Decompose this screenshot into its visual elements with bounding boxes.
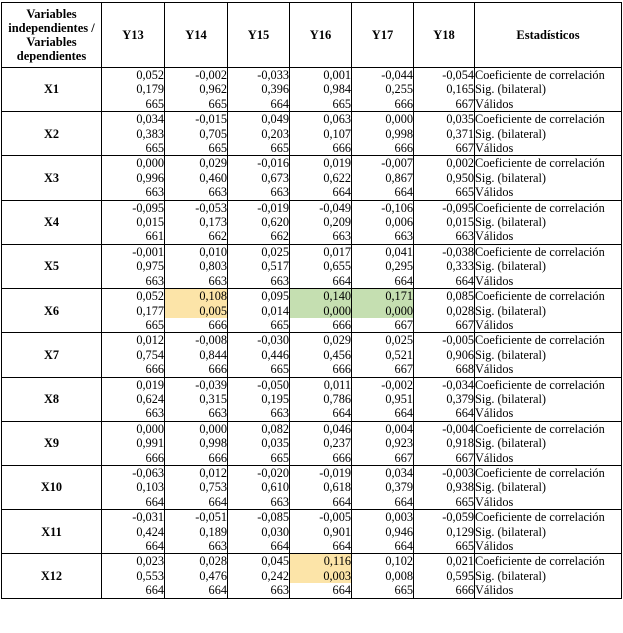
table-cell: -0,019 — [290, 465, 352, 480]
table-cell: 665 — [414, 539, 475, 554]
row-variable-label: X2 — [2, 112, 102, 156]
table-cell: 663 — [165, 185, 228, 200]
table-cell: 663 — [228, 185, 290, 200]
statistic-label: Válidos — [475, 583, 622, 598]
statistic-label: Sig. (bilateral) — [475, 171, 622, 185]
table-cell: 0,753 — [165, 480, 228, 494]
table-row — [2, 244, 622, 259]
table-cell: -0,008 — [165, 333, 228, 348]
table-cell: 663 — [165, 539, 228, 554]
table-cell: 0,553 — [102, 569, 165, 583]
row-variable-label: X8 — [2, 377, 102, 421]
table-cell: 667 — [352, 318, 414, 333]
table-cell: 0,521 — [352, 348, 414, 362]
table-cell: 0,017 — [290, 244, 352, 259]
table-cell: 666 — [165, 318, 228, 333]
table-cell: -0,019 — [228, 200, 290, 215]
table-cell: 0,754 — [102, 348, 165, 362]
table-cell: 0,015 — [414, 215, 475, 229]
table-cell: 0,295 — [352, 259, 414, 273]
table-cell: 0,173 — [165, 215, 228, 229]
table-cell: 666 — [165, 451, 228, 466]
statistic-label: Sig. (bilateral) — [475, 392, 622, 406]
table-cell: 663 — [102, 406, 165, 421]
table-cell: 0,171 — [352, 289, 414, 304]
table-cell: -0,039 — [165, 377, 228, 392]
table-cell: -0,034 — [414, 377, 475, 392]
variables-header: Variables independientes / Variables dependientes — [2, 3, 102, 68]
table-cell: 665 — [165, 97, 228, 112]
statistic-label: Sig. (bilateral) — [475, 215, 622, 229]
statistic-label: Sig. (bilateral) — [475, 304, 622, 318]
table-cell: 662 — [228, 229, 290, 244]
statistic-label: Sig. (bilateral) — [475, 480, 622, 494]
statistic-label: Coeficiente de correlación — [475, 156, 622, 171]
table-cell: 0,011 — [290, 377, 352, 392]
row-variable-label: X5 — [2, 244, 102, 288]
table-cell: 668 — [414, 362, 475, 377]
row-variable-label: X3 — [2, 156, 102, 200]
table-cell: 664 — [165, 495, 228, 510]
table-cell: 0,010 — [165, 244, 228, 259]
column-header-y17: Y17 — [352, 3, 414, 68]
table-cell: 665 — [228, 141, 290, 156]
table-cell: 0,923 — [352, 436, 414, 450]
row-variable-label: X11 — [2, 510, 102, 554]
table-cell: 0,102 — [352, 554, 414, 569]
table-cell: -0,095 — [102, 200, 165, 215]
table-cell: 0,108 — [165, 289, 228, 304]
table-cell: 0,844 — [165, 348, 228, 362]
table-cell: 667 — [352, 362, 414, 377]
table-cell: 665 — [414, 495, 475, 510]
table-cell: 664 — [165, 583, 228, 598]
table-cell: 0,103 — [102, 480, 165, 494]
table-cell: -0,059 — [414, 510, 475, 525]
table-cell: 0,014 — [228, 304, 290, 318]
table-cell: 0,950 — [414, 171, 475, 185]
statistic-label: Coeficiente de correlación — [475, 333, 622, 348]
table-cell: 0,618 — [290, 480, 352, 494]
table-cell: 0,595 — [414, 569, 475, 583]
table-cell: -0,002 — [165, 68, 228, 83]
statistic-label: Sig. (bilateral) — [475, 127, 622, 141]
table-cell: 0,456 — [290, 348, 352, 362]
table-cell: 667 — [414, 451, 475, 466]
table-cell: 0,951 — [352, 392, 414, 406]
table-cell: 664 — [414, 406, 475, 421]
table-cell: -0,002 — [352, 377, 414, 392]
table-cell: 665 — [102, 97, 165, 112]
table-cell: 664 — [352, 185, 414, 200]
table-cell: 0,705 — [165, 127, 228, 141]
table-cell: 0,195 — [228, 392, 290, 406]
table-cell: 667 — [414, 97, 475, 112]
table-cell: 667 — [414, 141, 475, 156]
column-header-y13: Y13 — [102, 3, 165, 68]
table-cell: 0,209 — [290, 215, 352, 229]
table-cell: 0,938 — [414, 480, 475, 494]
table-cell: 663 — [165, 274, 228, 289]
statistic-label: Coeficiente de correlación — [475, 200, 622, 215]
table-row — [2, 377, 622, 392]
table-cell: 0,242 — [228, 569, 290, 583]
table-cell: 0,029 — [165, 156, 228, 171]
table-cell: 664 — [290, 406, 352, 421]
table-cell: 0,517 — [228, 259, 290, 273]
table-cell: 0,998 — [165, 436, 228, 450]
table-cell: 665 — [290, 97, 352, 112]
table-cell: 0,446 — [228, 348, 290, 362]
table-cell: 0,333 — [414, 259, 475, 273]
table-cell: 665 — [165, 141, 228, 156]
statistic-label: Coeficiente de correlación — [475, 465, 622, 480]
table-cell: 666 — [290, 318, 352, 333]
table-cell: -0,053 — [165, 200, 228, 215]
table-cell: 0,000 — [352, 304, 414, 318]
table-cell: 0,962 — [165, 82, 228, 96]
table-cell: 665 — [414, 185, 475, 200]
table-cell: 0,063 — [290, 112, 352, 127]
table-cell: -0,033 — [228, 68, 290, 83]
table-cell: 664 — [102, 583, 165, 598]
table-cell: 0,001 — [290, 68, 352, 83]
statistic-label: Válidos — [475, 97, 622, 112]
table-cell: 0,045 — [228, 554, 290, 569]
table-cell: 667 — [352, 451, 414, 466]
table-cell: -0,095 — [414, 200, 475, 215]
statistic-label: Sig. (bilateral) — [475, 569, 622, 583]
table-cell: 664 — [102, 495, 165, 510]
table-cell: -0,001 — [102, 244, 165, 259]
table-row — [2, 510, 622, 525]
table-cell: 0,177 — [102, 304, 165, 318]
table-cell: 663 — [352, 229, 414, 244]
table-cell: 663 — [290, 229, 352, 244]
table-cell: 0,025 — [228, 244, 290, 259]
table-cell: 0,624 — [102, 392, 165, 406]
statistic-label: Válidos — [475, 185, 622, 200]
table-cell: 667 — [414, 318, 475, 333]
statistic-label: Coeficiente de correlación — [475, 510, 622, 525]
table-cell: 663 — [228, 583, 290, 598]
table-cell: 0,085 — [414, 289, 475, 304]
table-cell: 664 — [352, 495, 414, 510]
table-cell: 666 — [165, 362, 228, 377]
table-cell: -0,044 — [352, 68, 414, 83]
table-cell: 0,021 — [414, 554, 475, 569]
row-variable-label: X6 — [2, 289, 102, 333]
table-cell: 0,460 — [165, 171, 228, 185]
row-variable-label: X1 — [2, 68, 102, 112]
table-cell: -0,031 — [102, 510, 165, 525]
column-header-y18: Y18 — [414, 3, 475, 68]
table-cell: 664 — [290, 185, 352, 200]
row-variable-label: X12 — [2, 554, 102, 598]
table-cell: 0,035 — [414, 112, 475, 127]
table-cell: -0,054 — [414, 68, 475, 83]
table-cell: 0,000 — [102, 156, 165, 171]
table-cell: 0,046 — [290, 421, 352, 436]
table-cell: 0,610 — [228, 480, 290, 494]
table-cell: 0,379 — [414, 392, 475, 406]
header-row — [2, 3, 622, 68]
table-cell: 665 — [102, 318, 165, 333]
statistic-label: Coeficiente de correlación — [475, 68, 622, 83]
table-cell: 0,140 — [290, 289, 352, 304]
table-cell: -0,106 — [352, 200, 414, 215]
table-cell: 0,867 — [352, 171, 414, 185]
table-cell: 0,012 — [102, 333, 165, 348]
table-cell: -0,003 — [414, 465, 475, 480]
table-cell: 664 — [414, 274, 475, 289]
statistic-label: Coeficiente de correlación — [475, 112, 622, 127]
table-row — [2, 465, 622, 480]
table-cell: 0,095 — [228, 289, 290, 304]
statistic-label: Coeficiente de correlación — [475, 244, 622, 259]
statistic-label: Válidos — [475, 229, 622, 244]
table-cell: 663 — [165, 406, 228, 421]
table-cell: 0,476 — [165, 569, 228, 583]
table-cell: 0,005 — [165, 304, 228, 318]
table-cell: 0,129 — [414, 525, 475, 539]
table-cell: 0,946 — [352, 525, 414, 539]
table-cell: 0,025 — [352, 333, 414, 348]
table-cell: 664 — [290, 539, 352, 554]
table-cell: 665 — [102, 141, 165, 156]
table-cell: 0,975 — [102, 259, 165, 273]
table-cell: 0,028 — [414, 304, 475, 318]
table-cell: -0,050 — [228, 377, 290, 392]
statistic-label: Coeficiente de correlación — [475, 289, 622, 304]
table-cell: 0,255 — [352, 82, 414, 96]
table-cell: 0,203 — [228, 127, 290, 141]
table-cell: 0,041 — [352, 244, 414, 259]
statistic-label: Sig. (bilateral) — [475, 259, 622, 273]
table-cell: -0,020 — [228, 465, 290, 480]
table-cell: 666 — [414, 583, 475, 598]
statistic-label: Sig. (bilateral) — [475, 436, 622, 450]
table-cell: 0,023 — [102, 554, 165, 569]
column-header-y14: Y14 — [165, 3, 228, 68]
table-row — [2, 289, 622, 304]
table-cell: 666 — [290, 141, 352, 156]
table-cell: 664 — [290, 583, 352, 598]
table-cell: 666 — [352, 97, 414, 112]
correlation-table — [1, 2, 622, 599]
table-cell: 0,379 — [352, 480, 414, 494]
table-cell: 664 — [290, 274, 352, 289]
table-cell: 0,622 — [290, 171, 352, 185]
table-cell: 666 — [352, 141, 414, 156]
table-cell: 666 — [290, 451, 352, 466]
table-cell: -0,030 — [228, 333, 290, 348]
table-cell: 0,998 — [352, 127, 414, 141]
table-cell: 0,030 — [228, 525, 290, 539]
table-cell: 0,996 — [102, 171, 165, 185]
table-cell: -0,004 — [414, 421, 475, 436]
table-cell: 0,000 — [352, 112, 414, 127]
statistic-label: Sig. (bilateral) — [475, 525, 622, 539]
table-cell: 663 — [228, 274, 290, 289]
column-header-y15: Y15 — [228, 3, 290, 68]
table-cell: 0,034 — [102, 112, 165, 127]
statistic-label: Sig. (bilateral) — [475, 82, 622, 96]
table-cell: 664 — [228, 539, 290, 554]
row-variable-label: X10 — [2, 465, 102, 509]
table-cell: 0,019 — [102, 377, 165, 392]
table-cell: 663 — [102, 274, 165, 289]
table-cell: 0,116 — [290, 554, 352, 569]
table-cell: 0,015 — [102, 215, 165, 229]
table-cell: -0,038 — [414, 244, 475, 259]
table-row — [2, 554, 622, 569]
table-cell: 664 — [228, 97, 290, 112]
table-cell: 664 — [290, 495, 352, 510]
table-cell: 0,000 — [290, 304, 352, 318]
table-cell: -0,015 — [165, 112, 228, 127]
table-cell: 0,991 — [102, 436, 165, 450]
table-cell: 0,049 — [228, 112, 290, 127]
table-cell: 0,082 — [228, 421, 290, 436]
statistic-label: Válidos — [475, 318, 622, 333]
row-variable-label: X7 — [2, 333, 102, 377]
table-cell: 0,906 — [414, 348, 475, 362]
table-cell: -0,049 — [290, 200, 352, 215]
statistic-label: Válidos — [475, 451, 622, 466]
table-cell: 0,028 — [165, 554, 228, 569]
table-row — [2, 156, 622, 171]
table-cell: -0,063 — [102, 465, 165, 480]
table-cell: 661 — [102, 229, 165, 244]
table-cell: 663 — [228, 495, 290, 510]
statistic-label: Válidos — [475, 362, 622, 377]
statistics-header: Estadísticos — [475, 3, 622, 68]
table-cell: 0,003 — [352, 510, 414, 525]
statistic-label: Válidos — [475, 406, 622, 421]
table-cell: -0,005 — [290, 510, 352, 525]
table-cell: 0,012 — [165, 465, 228, 480]
table-cell: 664 — [102, 539, 165, 554]
table-row — [2, 112, 622, 127]
row-variable-label: X4 — [2, 200, 102, 244]
table-cell: 663 — [102, 185, 165, 200]
table-cell: -0,005 — [414, 333, 475, 348]
table-cell: 663 — [414, 229, 475, 244]
table-cell: 0,371 — [414, 127, 475, 141]
table-cell: 0,006 — [352, 215, 414, 229]
table-cell: 0,107 — [290, 127, 352, 141]
table-cell: 0,008 — [352, 569, 414, 583]
table-cell: 0,396 — [228, 82, 290, 96]
table-cell: 664 — [352, 539, 414, 554]
table-cell: 666 — [102, 451, 165, 466]
table-cell: 663 — [228, 406, 290, 421]
table-cell: 0,004 — [352, 421, 414, 436]
table-cell: 662 — [165, 229, 228, 244]
table-cell: 665 — [228, 362, 290, 377]
table-cell: 0,179 — [102, 82, 165, 96]
statistic-label: Coeficiente de correlación — [475, 554, 622, 569]
table-cell: 0,029 — [290, 333, 352, 348]
table-cell: 0,035 — [228, 436, 290, 450]
table-cell: -0,007 — [352, 156, 414, 171]
statistic-label: Coeficiente de correlación — [475, 377, 622, 392]
table-cell: 0,673 — [228, 171, 290, 185]
table-cell: 0,901 — [290, 525, 352, 539]
table-cell: 0,424 — [102, 525, 165, 539]
table-cell: 666 — [290, 362, 352, 377]
table-cell: 0,918 — [414, 436, 475, 450]
table-cell: 0,620 — [228, 215, 290, 229]
table-cell: 0,019 — [290, 156, 352, 171]
table-cell: -0,051 — [165, 510, 228, 525]
table-cell: 0,000 — [165, 421, 228, 436]
statistic-label: Válidos — [475, 141, 622, 156]
row-variable-label: X9 — [2, 421, 102, 465]
table-cell: 0,315 — [165, 392, 228, 406]
statistic-label: Válidos — [475, 274, 622, 289]
table-cell: 0,786 — [290, 392, 352, 406]
table-cell: 664 — [352, 274, 414, 289]
table-cell: 665 — [352, 583, 414, 598]
table-cell: 664 — [352, 406, 414, 421]
table-row — [2, 200, 622, 215]
table-cell: -0,085 — [228, 510, 290, 525]
table-cell: 0,237 — [290, 436, 352, 450]
table-cell: 0,000 — [102, 421, 165, 436]
statistic-label: Coeficiente de correlación — [475, 421, 622, 436]
table-cell: 665 — [228, 318, 290, 333]
statistic-label: Válidos — [475, 495, 622, 510]
column-header-y16: Y16 — [290, 3, 352, 68]
table-cell: 0,002 — [414, 156, 475, 171]
table-cell: -0,016 — [228, 156, 290, 171]
statistic-label: Válidos — [475, 539, 622, 554]
table-cell: 0,003 — [290, 569, 352, 583]
table-cell: 666 — [102, 362, 165, 377]
table-cell: 0,655 — [290, 259, 352, 273]
table-cell: 0,165 — [414, 82, 475, 96]
table-cell: 0,052 — [102, 289, 165, 304]
table-row — [2, 421, 622, 436]
table-cell: 0,189 — [165, 525, 228, 539]
table-cell: 0,984 — [290, 82, 352, 96]
table-cell: 0,034 — [352, 465, 414, 480]
table-cell: 0,052 — [102, 68, 165, 83]
table-cell: 0,803 — [165, 259, 228, 273]
statistic-label: Sig. (bilateral) — [475, 348, 622, 362]
table-body — [2, 68, 622, 599]
table-row — [2, 68, 622, 83]
table-cell: 0,383 — [102, 127, 165, 141]
table-row — [2, 333, 622, 348]
table-cell: 665 — [228, 451, 290, 466]
